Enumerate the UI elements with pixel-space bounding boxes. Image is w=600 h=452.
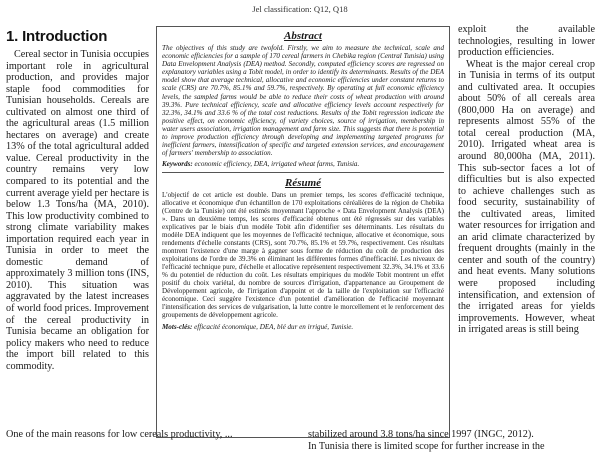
introduction-heading: 1. Introduction [6,28,108,45]
keywords-line [162,160,444,172]
jel-classification: Jel classification: Q12, Q18 [252,4,348,14]
abstract-heading: Abstract [284,30,322,42]
right-continuation [308,429,596,452]
mots-cles-label: Mots-clés: [162,323,193,332]
abstract-text: The objectives of this study are twofold. Firstly, we aim to measure the technical, scale and economic efficiencies for a sample of 170 cereal farmers in Chebika region (Central Tunisia) using Data Envelopment Analysis (DEA) method. Secondly, computed efficiency scores are regressed on explanatory variables using a Tobit model, in order to identify its determinants. Results of the DEA model show that average technical, allocative and economic efficiencies under constant returns to scale (CRS) are 70.7%, 85.1% and 59.7%, respectively. By operating at full economic efficiency levels, the sampled farms would be able to reduce their costs of wheat production with around 39.3%. Pure technical efficiency, scale and allocative efficiency levels account respectively for 32.3%, 34.1% and 33.6 % of the total cost reductions. Results of the Tobit regression indicate the positive effect, on economic efficiency, of variety choices, source of irrigation, membership in water users association, irrigation management and farm size. This suggests that there is potential to improve production efficiency through developing and implementing targeted programs for inefficient farmers, intensification of specific and targeted extension services, and encouragement of farmers' membership to association. [162,44,444,158]
mots-cles-line [162,323,444,331]
right-continuation-line-1: stabilized around 3.8 tons/ha since 1997 (INGC, 2012). [308,429,534,440]
right-continuation-line-2: In Tunisia there is limited scope for further increase in the [308,440,545,452]
keywords-value: economic efficiency, DEA, irrigated wheat farms, Tunisia. [194,160,360,169]
right-para-1: exploit the available technologies, resulting in lower production efficiencies. [458,24,595,59]
resume-text: L'objectif de cet article est double. Dans un premier temps, les scores d'efficacité technique, allocative et économique d'un échantillon de 170 exploitations céréalières de la région de Chebika (Centre de la Tunisie) ont été estimés moyennant l'approche « Data Envelopment Analysis (DEA) ». Dans un deuxième temps, les scores d'efficacité obtenus ont été régressés sur des variables explicatives par le biais d'un modèle Tobit afin d'identifier ses déterminants. Les résultats du modèle DEA indiquent que les moyennes de l'efficacité technique, allocative et économique, sous rendements d'échelle constants (CRS), sont 70.7%, 85.1% et 59.7%, respectivement. Ces résultats montrent l'existence d'une marge à gagner sous forme de réduction du coût de production des exploitations de l'ordre de 39.3% en éliminant les différentes formes d'inefficacité. Les niveaux de l'efficacité technique pure, d'échelle et allocative représentent respectivement 32.3%, 34.1% et 33.6 % du potentiel de réduction du coût. Les résultats empiriques du modèle Tobit montrent un effet positif du choix variétal, du nombre de sources d'irrigation, d'appartenance au Groupement de Développement agricole, de l'irrigation d'appoint et de la taille de l'exploitation sur l'efficacité économique. Ceci suggère l'existence d'un potentiel d'amélioration de l'efficacité moyennant l'intensification des services de vulgarisation, la lutte contre le morcellement et le renforcement des groupements de développement agricole. [162,190,444,320]
abstract-box [156,26,450,438]
right-para-2: Wheat is the major cereal crop in Tunisia in terms of its output and cultivated area. It occupies about 50% of all cereals area (800,000 Ha on average) and represents almost 55% of the total cereal production (MA, 2010). Irrigated wheat area is around 80,000ha (MA, 2011). This sub-sector faces a lot of difficulties but is also expected to achieve challenges such as food security, sustainability of the cultivated areas, limited water resources for irrigation and an arid climate characterized by frequent droughts (mainly in the center and south of the country) and heat events. Many solutions were proposed including intensification, and extension of the irrigated areas for yields improvements. However, wheat in irrigated areas is still being [458,58,595,336]
mots-cles-value: efficacité économique, DEA, blé dur en irrigué, Tunisie. [194,323,354,332]
introduction-column [6,28,149,372]
keywords-label: Keywords: [162,160,193,169]
right-column [458,24,595,336]
introduction-continuation: One of the main reasons for low cereals productivity, ... [6,429,233,440]
introduction-text: Cereal sector in Tunisia occupies important role in agricultural production, and provides major staple food commodities for Tunisian households. Cereals are cultivated on almost one third of the agricultural areas (1.5 million hectares on average) and create 13% of the total agricultural added value. Cereal productivity in the country remains very low compared to its potential and the current average yield per hectare is below 1.3 Tons/ha (MA, 2010). This low productivity combined to strong climate variability makes importation required each year in Tunisia in order to meet the domestic demand of approximately 3 million tons (INS, 2010). This situation was aggravated by the latest increases of world food prices. Improvement of the cereal productivity in Tunisia became an obligation for policy makers who need to reduce the import bill related to this commodity. [6,49,149,372]
resume-heading: Résumé [284,176,322,189]
